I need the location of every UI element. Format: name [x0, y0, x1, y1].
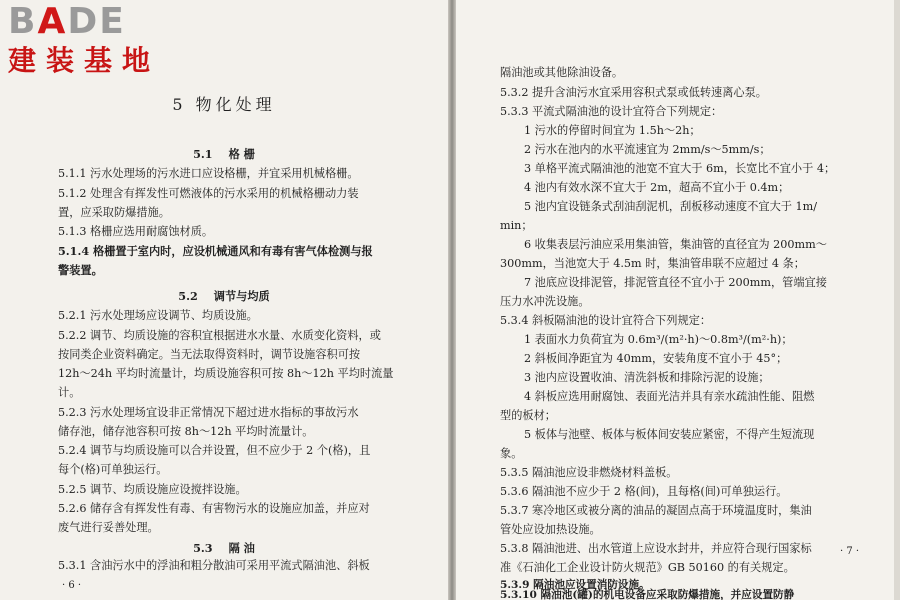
section-heading-5-1: 5.1 格 栅: [193, 147, 255, 161]
text-line: 5.3.6 隔油池不应少于 2 格(间)，且每格(间)可单独运行。: [500, 485, 788, 498]
logo-top-text: BADE: [8, 1, 126, 42]
text-line: 5.3.1 含油污水中的浮油和粗分散油可采用平流式隔油池、斜板: [58, 559, 370, 572]
text-line: 型的板材；: [500, 409, 556, 422]
text-line: 1 污水的停留时间宜为 1.5h～2h；: [524, 124, 701, 137]
text-line: 5.1.4 格栅置于室内时，应设机械通风和有毒有害气体检测与报: [58, 244, 373, 258]
text-line: 5.2.6 储存含有挥发性有毒、有害物污水的设施应加盖，并应对: [58, 502, 370, 515]
text-line: 3 单格平流式隔油池的池宽不宜大于 6m，长宽比不宜小于 4；: [524, 162, 836, 175]
page-number: · 7 ·: [840, 546, 860, 557]
text-line: 5.2.1 污水处理场应设调节、均质设施。: [58, 309, 258, 322]
page-edge: [894, 0, 900, 600]
text-line: 6 收集表层污油应采用集油管，集油管的直径宜为 200mm～: [524, 238, 827, 251]
text-line: 5.1.3 格栅应选用耐腐蚀材质。: [58, 225, 214, 238]
text-line: 5.3.2 提升含油污水宜采用容积式泵或低转速离心泵。: [500, 86, 767, 99]
chapter-title: 5 物化处理: [172, 95, 276, 114]
text-line: 警装置。: [58, 263, 103, 277]
text-line: 3 池内应设置收油、清洗斜板和排除污泥的设施；: [524, 371, 770, 384]
right-page: [456, 0, 900, 600]
text-line: 5 池内宜设链条式刮油刮泥机，刮板移动速度不宜大于 1m/: [524, 200, 818, 213]
text-line: 1 表面水力负荷宜为 0.6m³/(m²·h)～0.8m³/(m²·h)；: [524, 333, 793, 346]
bade-logo: [8, 2, 178, 82]
text-line: 储存池，储存池容积可按 8h～12h 平均时流量计。: [58, 425, 314, 438]
text-line: 5.1.2 处理含有挥发性可燃液体的污水采用的机械格栅动力装: [58, 187, 359, 200]
text-line: 5.3.3 平流式隔油池的设计宜符合下列规定：: [500, 105, 723, 118]
page-number: · 6 ·: [62, 580, 82, 591]
text-line: 计。: [58, 386, 81, 399]
text-line: 2 斜板间净距宜为 40mm，安装角度不宜小于 45°；: [524, 352, 788, 365]
text-line: 5 板体与池壁、板体与板体间安装应紧密，不得产生短流现: [524, 428, 815, 441]
book-gutter: [448, 0, 456, 600]
text-line: 压力水冲洗设施。: [500, 295, 590, 308]
text-line: 每个(格)可单独运行。: [58, 463, 168, 476]
text-line: 5.2.2 调节、均质设施的容积宜根据进水水量、水质变化资料，或: [58, 329, 381, 342]
text-line: 5.3.8 隔油池进、出水管道上应设水封井，并应符合现行国家标: [500, 542, 812, 555]
text-line: 按同类企业资料确定。当无法取得资料时，调节设施容积可按: [58, 348, 361, 361]
text-line: 5.3.7 寒冷地区或被分离的油品的凝固点高于环境温度时，集油: [500, 504, 812, 517]
text-line: 隔油池或其他除油设备。: [500, 66, 624, 79]
text-line: 5.2.4 调节与均质设施可以合并设置，但不应少于 2 个(格)，且: [58, 444, 371, 457]
text-line: 4 斜板应选用耐腐蚀、表面光洁并具有亲水疏油性能、阻燃: [524, 390, 815, 403]
text-line: min；: [500, 219, 533, 232]
text-line: 象。: [500, 447, 523, 460]
text-line: 废气进行妥善处理。: [58, 521, 159, 534]
text-line: 5.3.10 隔油池(罐)的机电设备应采取防爆措施，并应设置防静: [500, 589, 795, 600]
text-line: 5.3.9 隔油池应设置消防设施。: [500, 579, 650, 591]
text-line: 5.2.3 污水处理场宜设非正常情况下超过进水指标的事故污水: [58, 406, 359, 419]
text-line: 12h～24h 平均时流量计，均质设施容积可按 8h～12h 平均时流量: [58, 367, 394, 380]
text-line: 300mm，当池宽大于 4.5m 时，集油管串联不应超过 4 条；: [500, 257, 805, 270]
text-line: 7 池底应设排泥管，排泥管直径不宜小于 200mm，管端宜接: [524, 276, 827, 289]
text-line: 管处应设加热设施。: [500, 523, 601, 536]
text-line: 5.2.5 调节、均质设施应设搅拌设施。: [58, 483, 247, 496]
logo-bottom-text: 建装基地: [8, 44, 161, 77]
text-line: 准《石油化工企业设计防火规范》GB 50160 的有关规定。: [500, 561, 795, 574]
text-line: 4 池内有效水深不宜大于 2m，超高不宜小于 0.4m；: [524, 181, 790, 194]
left-page: [0, 0, 448, 600]
text-line: 5.3.4 斜板隔油池的设计宜符合下列规定：: [500, 314, 712, 327]
text-line: 置，应采取防爆措施。: [58, 206, 170, 219]
section-heading-5-3: 5.3 隔 油: [193, 541, 255, 555]
text-line: 2 污水在池内的水平流速宜为 2mm/s～5mm/s；: [524, 143, 771, 156]
text-line: 5.3.5 隔油池应设非燃烧材料盖板。: [500, 466, 678, 479]
section-heading-5-2: 5.2 调节与均质: [178, 289, 270, 303]
text-line: 5.1.1 污水处理场的污水进口应设格栅，并宜采用机械格栅。: [58, 167, 359, 180]
